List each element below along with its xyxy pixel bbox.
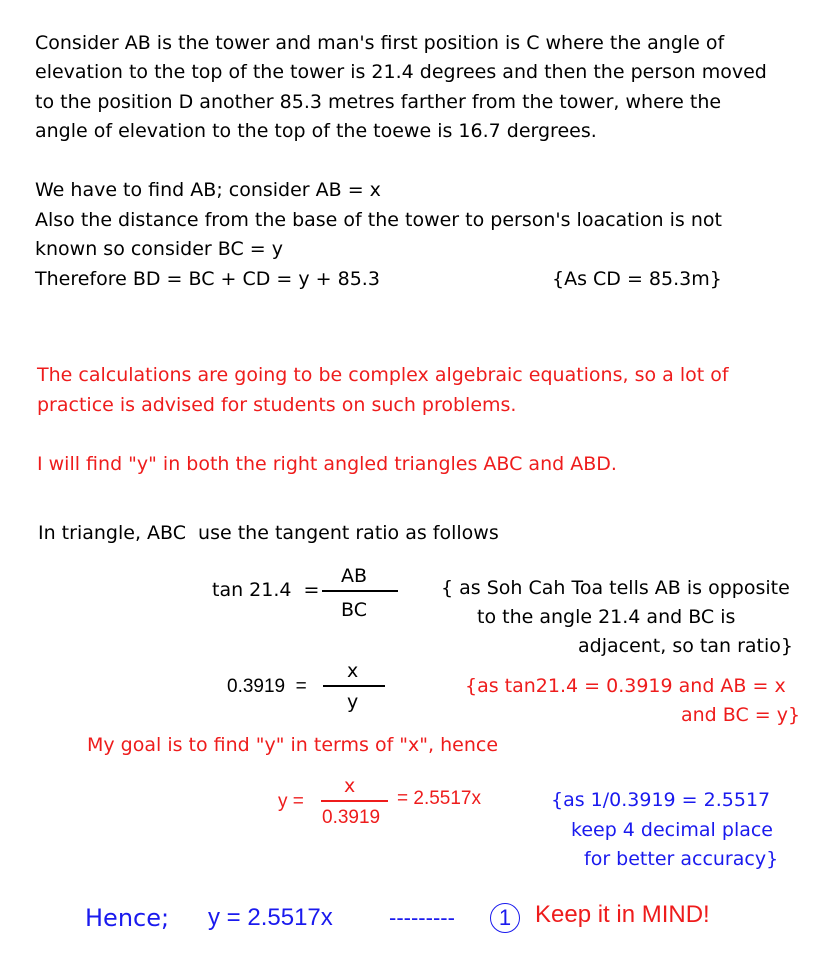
advice-line-1: The calculations are going to be complex algebraic equations, so a lot of — [37, 364, 729, 386]
result-reminder: Keep it in MIND! — [535, 901, 710, 928]
setup-line-2: Also the distance from the base of the tower to person's loacation is not — [35, 209, 722, 231]
equation-number-circle: 1 — [490, 903, 520, 933]
setup-line-1: We have to find AB; consider AB = x — [35, 179, 381, 201]
eq2-numerator: x — [347, 660, 359, 682]
result-hence: Hence; — [85, 904, 170, 932]
eq3-comment-1: {as 1/0.3919 = 2.5517 — [551, 789, 771, 811]
intro-line-3: to the position D another 85.3 metres farther from the tower, where the — [35, 91, 722, 113]
goal-text: My goal is to find "y" in terms of "x", hence — [87, 734, 499, 756]
eq3-lhs: y = — [278, 791, 304, 812]
triangle-heading: In triangle, ABC use the tangent ratio as follows — [38, 522, 499, 544]
eq1-lhs: tan 21.4 = — [212, 579, 320, 601]
eq1-comment-2: to the angle 21.4 and BC is — [477, 606, 736, 628]
eq1-numerator: AB — [341, 565, 368, 587]
eq3-denominator: 0.3919 — [322, 807, 381, 828]
intro-line-1: Consider AB is the tower and man's first position is C where the angle of — [35, 32, 725, 54]
eq1-comment-3: adjacent, so tan ratio} — [578, 635, 793, 657]
setup-line-4: Therefore BD = BC + CD = y + 85.3 — [35, 268, 380, 290]
plan-text: I will find "y" in both the right angled triangles ABC and ABD. — [37, 453, 617, 475]
result-dashes: --------- — [389, 905, 455, 930]
intro-line-2: elevation to the top of the tower is 21.4 degrees and then the person moved — [35, 61, 767, 83]
eq2-comment-1: {as tan21.4 = 0.3919 and AB = x — [465, 675, 786, 697]
eq2-comment-2: and BC = y} — [681, 704, 801, 726]
setup-line-3: known so consider BC = y — [35, 238, 283, 260]
eq1-fraction-bar — [322, 590, 398, 592]
setup-note: {As CD = 85.3m} — [552, 268, 722, 290]
eq2-fraction-bar — [323, 685, 385, 687]
eq2-lhs: 0.3919 = — [227, 676, 307, 697]
eq3-comment-2: keep 4 decimal place — [571, 819, 773, 841]
eq1-comment-1: { as Soh Cah Toa tells AB is opposite — [441, 577, 790, 599]
eq3-rhs: = 2.5517x — [397, 788, 481, 809]
eq1-denominator: BC — [341, 599, 367, 621]
eq3-fraction-bar — [321, 800, 388, 802]
eq2-denominator: y — [347, 691, 359, 713]
advice-line-2: practice is advised for students on such problems. — [37, 394, 517, 416]
intro-line-4: angle of elevation to the top of the toewe is 16.7 dergrees. — [35, 120, 597, 142]
result-equation: y = 2.5517x — [208, 904, 333, 931]
eq3-comment-3: for better accuracy} — [584, 848, 779, 870]
eq3-numerator: x — [344, 775, 356, 797]
